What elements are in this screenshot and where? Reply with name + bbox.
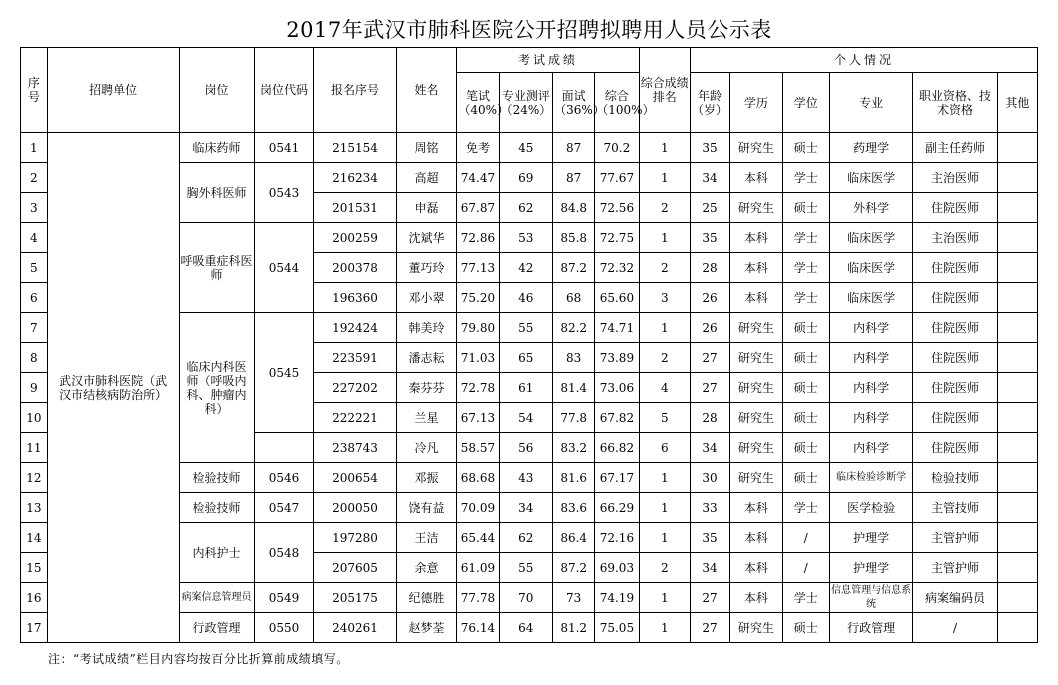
cell-reg-no: 200654 bbox=[314, 463, 396, 493]
cell-interview: 77.8 bbox=[553, 403, 595, 433]
cell-prof-eval: 70 bbox=[499, 583, 553, 613]
cell-qual: 住院医师 bbox=[913, 343, 997, 373]
cell-qual: 住院医师 bbox=[913, 373, 997, 403]
cell-reg-no: 200050 bbox=[314, 493, 396, 523]
header-unit: 招聘单位 bbox=[47, 48, 179, 133]
cell-edu: 研究生 bbox=[730, 343, 782, 373]
cell-seq: 9 bbox=[21, 373, 48, 403]
cell-age: 35 bbox=[690, 223, 729, 253]
cell-rank: 2 bbox=[639, 343, 690, 373]
applicant-table bbox=[20, 47, 1038, 643]
cell-total: 77.67 bbox=[595, 163, 639, 193]
cell-qual: 副主任药师 bbox=[913, 133, 997, 163]
cell-written: 68.68 bbox=[457, 463, 499, 493]
cell-age: 35 bbox=[690, 523, 729, 553]
cell-reg-no: 207605 bbox=[314, 553, 396, 583]
cell-interview: 87 bbox=[553, 163, 595, 193]
cell-total: 74.19 bbox=[595, 583, 639, 613]
cell-post: 临床药师 bbox=[179, 133, 254, 163]
cell-post-code: 0546 bbox=[254, 463, 314, 493]
cell-other bbox=[997, 373, 1037, 403]
cell-rank: 1 bbox=[639, 523, 690, 553]
cell-reg-no: 205175 bbox=[314, 583, 396, 613]
cell-rank: 1 bbox=[639, 163, 690, 193]
cell-reg-no: 197280 bbox=[314, 523, 396, 553]
cell-prof-eval: 61 bbox=[499, 373, 553, 403]
cell-seq: 13 bbox=[21, 493, 48, 523]
cell-rank: 1 bbox=[639, 133, 690, 163]
cell-name: 邓小翠 bbox=[396, 283, 457, 313]
cell-prof-eval: 64 bbox=[499, 613, 553, 643]
cell-degree: 学士 bbox=[782, 283, 829, 313]
header-reg-no: 报名序号 bbox=[314, 48, 396, 133]
cell-total: 74.71 bbox=[595, 313, 639, 343]
cell-interview: 83 bbox=[553, 343, 595, 373]
cell-major: 临床医学 bbox=[829, 253, 912, 283]
cell-rank: 1 bbox=[639, 613, 690, 643]
cell-major: 外科学 bbox=[829, 193, 912, 223]
cell-degree: 硕士 bbox=[782, 463, 829, 493]
header-seq: 序号 bbox=[21, 48, 48, 133]
cell-major: 临床医学 bbox=[829, 283, 912, 313]
cell-post-code bbox=[254, 433, 314, 463]
cell-post-code: 0543 bbox=[254, 163, 314, 223]
cell-prof-eval: 65 bbox=[499, 343, 553, 373]
cell-qual: 主管护师 bbox=[913, 523, 997, 553]
page-title: 2017年武汉市肺科医院公开招聘拟聘用人员公示表 bbox=[286, 18, 772, 42]
cell-total: 65.60 bbox=[595, 283, 639, 313]
cell-age: 28 bbox=[690, 253, 729, 283]
cell-total: 72.56 bbox=[595, 193, 639, 223]
cell-edu: 研究生 bbox=[730, 433, 782, 463]
cell-seq: 12 bbox=[21, 463, 48, 493]
cell-name: 申磊 bbox=[396, 193, 457, 223]
table-row bbox=[21, 133, 1038, 163]
cell-total: 72.32 bbox=[595, 253, 639, 283]
cell-interview: 83.6 bbox=[553, 493, 595, 523]
cell-post-code: 0547 bbox=[254, 493, 314, 523]
cell-age: 28 bbox=[690, 403, 729, 433]
cell-interview: 73 bbox=[553, 583, 595, 613]
cell-edu: 研究生 bbox=[730, 193, 782, 223]
cell-degree: 硕士 bbox=[782, 133, 829, 163]
cell-major: 信息管理与信息系统 bbox=[829, 583, 912, 613]
cell-seq: 15 bbox=[21, 553, 48, 583]
cell-prof-eval: 43 bbox=[499, 463, 553, 493]
cell-major: 内科学 bbox=[829, 403, 912, 433]
cell-major: 临床检验诊断学 bbox=[829, 463, 912, 493]
cell-qual: 主管护师 bbox=[913, 553, 997, 583]
cell-age: 27 bbox=[690, 583, 729, 613]
cell-other bbox=[997, 343, 1037, 373]
cell-edu: 研究生 bbox=[730, 403, 782, 433]
cell-major: 护理学 bbox=[829, 523, 912, 553]
cell-edu: 本科 bbox=[730, 283, 782, 313]
cell-other bbox=[997, 493, 1037, 523]
cell-degree: 硕士 bbox=[782, 193, 829, 223]
cell-prof-eval: 54 bbox=[499, 403, 553, 433]
cell-major: 护理学 bbox=[829, 553, 912, 583]
cell-prof-eval: 62 bbox=[499, 193, 553, 223]
cell-reg-no: 200378 bbox=[314, 253, 396, 283]
cell-rank: 5 bbox=[639, 403, 690, 433]
cell-name: 周铭 bbox=[396, 133, 457, 163]
cell-rank: 1 bbox=[639, 223, 690, 253]
cell-interview: 85.8 bbox=[553, 223, 595, 253]
cell-qual: 住院医师 bbox=[913, 433, 997, 463]
cell-total: 72.75 bbox=[595, 223, 639, 253]
cell-seq: 6 bbox=[21, 283, 48, 313]
cell-rank: 1 bbox=[639, 313, 690, 343]
cell-other bbox=[997, 313, 1037, 343]
cell-rank: 1 bbox=[639, 583, 690, 613]
cell-qual: 主治医师 bbox=[913, 223, 997, 253]
cell-edu: 本科 bbox=[730, 163, 782, 193]
cell-qual: 主治医师 bbox=[913, 163, 997, 193]
cell-other bbox=[997, 583, 1037, 613]
cell-total: 73.06 bbox=[595, 373, 639, 403]
cell-interview: 81.2 bbox=[553, 613, 595, 643]
cell-edu: 本科 bbox=[730, 523, 782, 553]
cell-total: 70.2 bbox=[595, 133, 639, 163]
cell-name: 冷凡 bbox=[396, 433, 457, 463]
cell-reg-no: 222221 bbox=[314, 403, 396, 433]
cell-edu: 本科 bbox=[730, 253, 782, 283]
cell-name: 高超 bbox=[396, 163, 457, 193]
cell-age: 33 bbox=[690, 493, 729, 523]
cell-prof-eval: 46 bbox=[499, 283, 553, 313]
cell-name: 赵梦荃 bbox=[396, 613, 457, 643]
cell-name: 沈斌华 bbox=[396, 223, 457, 253]
cell-degree: / bbox=[782, 523, 829, 553]
cell-post: 检验技师 bbox=[179, 463, 254, 493]
cell-post: 呼吸重症科医师 bbox=[179, 223, 254, 313]
cell-qual: 住院医师 bbox=[913, 313, 997, 343]
cell-reg-no: 227202 bbox=[314, 373, 396, 403]
cell-written: 61.09 bbox=[457, 553, 499, 583]
cell-interview: 83.2 bbox=[553, 433, 595, 463]
cell-seq: 3 bbox=[21, 193, 48, 223]
cell-prof-eval: 55 bbox=[499, 313, 553, 343]
cell-degree: 学士 bbox=[782, 163, 829, 193]
cell-other bbox=[997, 523, 1037, 553]
cell-written: 74.47 bbox=[457, 163, 499, 193]
cell-edu: 研究生 bbox=[730, 313, 782, 343]
cell-total: 75.05 bbox=[595, 613, 639, 643]
cell-written: 77.13 bbox=[457, 253, 499, 283]
cell-interview: 81.6 bbox=[553, 463, 595, 493]
cell-post-code: 0545 bbox=[254, 313, 314, 433]
cell-qual: 住院医师 bbox=[913, 403, 997, 433]
cell-prof-eval: 69 bbox=[499, 163, 553, 193]
cell-seq: 5 bbox=[21, 253, 48, 283]
footnote: 注：“考试成绩”栏目内容均按百分比折算前成绩填写。 bbox=[48, 652, 349, 666]
header-personal: 个人情况 bbox=[690, 48, 1037, 73]
cell-written: 65.44 bbox=[457, 523, 499, 553]
cell-major: 行政管理 bbox=[829, 613, 912, 643]
cell-post: 检验技师 bbox=[179, 493, 254, 523]
cell-written: 71.03 bbox=[457, 343, 499, 373]
cell-age: 27 bbox=[690, 613, 729, 643]
cell-interview: 82.2 bbox=[553, 313, 595, 343]
cell-prof-eval: 45 bbox=[499, 133, 553, 163]
cell-written: 58.57 bbox=[457, 433, 499, 463]
cell-seq: 11 bbox=[21, 433, 48, 463]
cell-reg-no: 200259 bbox=[314, 223, 396, 253]
cell-post-code: 0544 bbox=[254, 223, 314, 313]
cell-prof-eval: 42 bbox=[499, 253, 553, 283]
cell-prof-eval: 53 bbox=[499, 223, 553, 253]
cell-interview: 86.4 bbox=[553, 523, 595, 553]
cell-post-code: 0550 bbox=[254, 613, 314, 643]
cell-edu: 本科 bbox=[730, 223, 782, 253]
cell-name: 董巧玲 bbox=[396, 253, 457, 283]
header-interview: 面试（36%） bbox=[553, 73, 595, 133]
cell-degree: / bbox=[782, 553, 829, 583]
cell-post: 胸外科医师 bbox=[179, 163, 254, 223]
cell-interview: 87.2 bbox=[553, 253, 595, 283]
cell-total: 66.82 bbox=[595, 433, 639, 463]
header-exam: 考试成绩 bbox=[457, 48, 639, 73]
cell-reg-no: 240261 bbox=[314, 613, 396, 643]
cell-reg-no: 192424 bbox=[314, 313, 396, 343]
cell-degree: 学士 bbox=[782, 253, 829, 283]
cell-total: 67.17 bbox=[595, 463, 639, 493]
cell-interview: 68 bbox=[553, 283, 595, 313]
cell-seq: 2 bbox=[21, 163, 48, 193]
cell-degree: 硕士 bbox=[782, 343, 829, 373]
cell-other bbox=[997, 613, 1037, 643]
cell-edu: 研究生 bbox=[730, 133, 782, 163]
cell-other bbox=[997, 403, 1037, 433]
cell-reg-no: 216234 bbox=[314, 163, 396, 193]
cell-major: 临床医学 bbox=[829, 223, 912, 253]
cell-degree: 学士 bbox=[782, 493, 829, 523]
cell-seq: 17 bbox=[21, 613, 48, 643]
cell-post: 病案信息管理员 bbox=[179, 583, 254, 613]
cell-seq: 16 bbox=[21, 583, 48, 613]
cell-total: 67.82 bbox=[595, 403, 639, 433]
cell-written: 76.14 bbox=[457, 613, 499, 643]
cell-post-code: 0541 bbox=[254, 133, 314, 163]
cell-name: 潘志耘 bbox=[396, 343, 457, 373]
cell-other bbox=[997, 163, 1037, 193]
cell-total: 73.89 bbox=[595, 343, 639, 373]
header-total: 综合（100%） bbox=[595, 73, 639, 133]
cell-age: 34 bbox=[690, 433, 729, 463]
cell-degree: 硕士 bbox=[782, 313, 829, 343]
cell-age: 30 bbox=[690, 463, 729, 493]
cell-rank: 1 bbox=[639, 463, 690, 493]
cell-major: 内科学 bbox=[829, 313, 912, 343]
header-rank: 综合成绩排名 bbox=[639, 48, 690, 133]
cell-post: 临床内科医师（呼吸内科、肿瘤内科） bbox=[179, 313, 254, 463]
cell-rank: 2 bbox=[639, 253, 690, 283]
cell-rank: 1 bbox=[639, 493, 690, 523]
cell-age: 34 bbox=[690, 163, 729, 193]
cell-written: 67.13 bbox=[457, 403, 499, 433]
cell-major: 内科学 bbox=[829, 433, 912, 463]
cell-rank: 2 bbox=[639, 553, 690, 583]
cell-edu: 本科 bbox=[730, 553, 782, 583]
header-edu: 学历 bbox=[730, 73, 782, 133]
cell-degree: 硕士 bbox=[782, 373, 829, 403]
cell-qual: 检验技师 bbox=[913, 463, 997, 493]
cell-major: 医学检验 bbox=[829, 493, 912, 523]
cell-prof-eval: 55 bbox=[499, 553, 553, 583]
cell-degree: 学士 bbox=[782, 223, 829, 253]
header-written: 笔试（40%） bbox=[457, 73, 499, 133]
cell-written: 75.20 bbox=[457, 283, 499, 313]
cell-interview: 87.2 bbox=[553, 553, 595, 583]
cell-other bbox=[997, 133, 1037, 163]
header-post: 岗位 bbox=[179, 48, 254, 133]
cell-age: 26 bbox=[690, 313, 729, 343]
cell-total: 69.03 bbox=[595, 553, 639, 583]
cell-reg-no: 201531 bbox=[314, 193, 396, 223]
cell-written: 72.86 bbox=[457, 223, 499, 253]
cell-reg-no: 238743 bbox=[314, 433, 396, 463]
cell-qual: 主管技师 bbox=[913, 493, 997, 523]
cell-other bbox=[997, 253, 1037, 283]
cell-age: 25 bbox=[690, 193, 729, 223]
cell-reg-no: 196360 bbox=[314, 283, 396, 313]
cell-other bbox=[997, 283, 1037, 313]
cell-other bbox=[997, 433, 1037, 463]
cell-edu: 本科 bbox=[730, 493, 782, 523]
header-other: 其他 bbox=[997, 73, 1037, 133]
cell-total: 66.29 bbox=[595, 493, 639, 523]
header-major: 专业 bbox=[829, 73, 912, 133]
cell-major: 内科学 bbox=[829, 373, 912, 403]
cell-prof-eval: 56 bbox=[499, 433, 553, 463]
cell-name: 邓振 bbox=[396, 463, 457, 493]
header-age: 年龄（岁） bbox=[690, 73, 729, 133]
cell-other bbox=[997, 463, 1037, 493]
cell-post: 行政管理 bbox=[179, 613, 254, 643]
cell-post: 内科护士 bbox=[179, 523, 254, 583]
cell-seq: 1 bbox=[21, 133, 48, 163]
header-post-code: 岗位代码 bbox=[254, 48, 314, 133]
cell-qual: 病案编码员 bbox=[913, 583, 997, 613]
cell-total: 72.16 bbox=[595, 523, 639, 553]
cell-prof-eval: 62 bbox=[499, 523, 553, 553]
cell-edu: 研究生 bbox=[730, 613, 782, 643]
cell-seq: 8 bbox=[21, 343, 48, 373]
cell-major: 临床医学 bbox=[829, 163, 912, 193]
cell-interview: 87 bbox=[553, 133, 595, 163]
cell-post-code: 0548 bbox=[254, 523, 314, 583]
cell-edu: 本科 bbox=[730, 583, 782, 613]
cell-reg-no: 215154 bbox=[314, 133, 396, 163]
cell-degree: 学士 bbox=[782, 583, 829, 613]
cell-name: 余意 bbox=[396, 553, 457, 583]
cell-name: 王洁 bbox=[396, 523, 457, 553]
cell-seq: 4 bbox=[21, 223, 48, 253]
cell-unit: 武汉市肺科医院（武汉市结核病防治所） bbox=[47, 133, 179, 643]
header-prof-eval: 专业测评（24%） bbox=[499, 73, 553, 133]
cell-rank: 2 bbox=[639, 193, 690, 223]
cell-qual: 住院医师 bbox=[913, 193, 997, 223]
cell-name: 兰星 bbox=[396, 403, 457, 433]
cell-seq: 14 bbox=[21, 523, 48, 553]
cell-name: 韩美玲 bbox=[396, 313, 457, 343]
cell-name: 秦芬芬 bbox=[396, 373, 457, 403]
header-degree: 学位 bbox=[782, 73, 829, 133]
header-qual: 职业资格、技术资格 bbox=[913, 73, 997, 133]
cell-written: 免考 bbox=[457, 133, 499, 163]
cell-reg-no: 223591 bbox=[314, 343, 396, 373]
cell-written: 77.78 bbox=[457, 583, 499, 613]
cell-rank: 6 bbox=[639, 433, 690, 463]
cell-age: 26 bbox=[690, 283, 729, 313]
cell-other bbox=[997, 553, 1037, 583]
cell-age: 34 bbox=[690, 553, 729, 583]
cell-degree: 硕士 bbox=[782, 433, 829, 463]
cell-written: 72.78 bbox=[457, 373, 499, 403]
cell-age: 27 bbox=[690, 373, 729, 403]
cell-written: 67.87 bbox=[457, 193, 499, 223]
cell-age: 27 bbox=[690, 343, 729, 373]
cell-rank: 4 bbox=[639, 373, 690, 403]
cell-major: 药理学 bbox=[829, 133, 912, 163]
cell-qual: 住院医师 bbox=[913, 253, 997, 283]
cell-post-code: 0549 bbox=[254, 583, 314, 613]
cell-name: 纪德胜 bbox=[396, 583, 457, 613]
cell-interview: 81.4 bbox=[553, 373, 595, 403]
header-name: 姓名 bbox=[396, 48, 457, 133]
cell-other bbox=[997, 223, 1037, 253]
cell-age: 35 bbox=[690, 133, 729, 163]
cell-interview: 84.8 bbox=[553, 193, 595, 223]
cell-written: 79.80 bbox=[457, 313, 499, 343]
cell-seq: 7 bbox=[21, 313, 48, 343]
cell-qual: / bbox=[913, 613, 997, 643]
cell-major: 内科学 bbox=[829, 343, 912, 373]
cell-name: 饶有益 bbox=[396, 493, 457, 523]
cell-degree: 硕士 bbox=[782, 613, 829, 643]
cell-seq: 10 bbox=[21, 403, 48, 433]
cell-degree: 硕士 bbox=[782, 403, 829, 433]
cell-edu: 研究生 bbox=[730, 373, 782, 403]
cell-edu: 研究生 bbox=[730, 463, 782, 493]
cell-prof-eval: 34 bbox=[499, 493, 553, 523]
cell-other bbox=[997, 193, 1037, 223]
cell-rank: 3 bbox=[639, 283, 690, 313]
cell-written: 70.09 bbox=[457, 493, 499, 523]
cell-qual: 住院医师 bbox=[913, 283, 997, 313]
